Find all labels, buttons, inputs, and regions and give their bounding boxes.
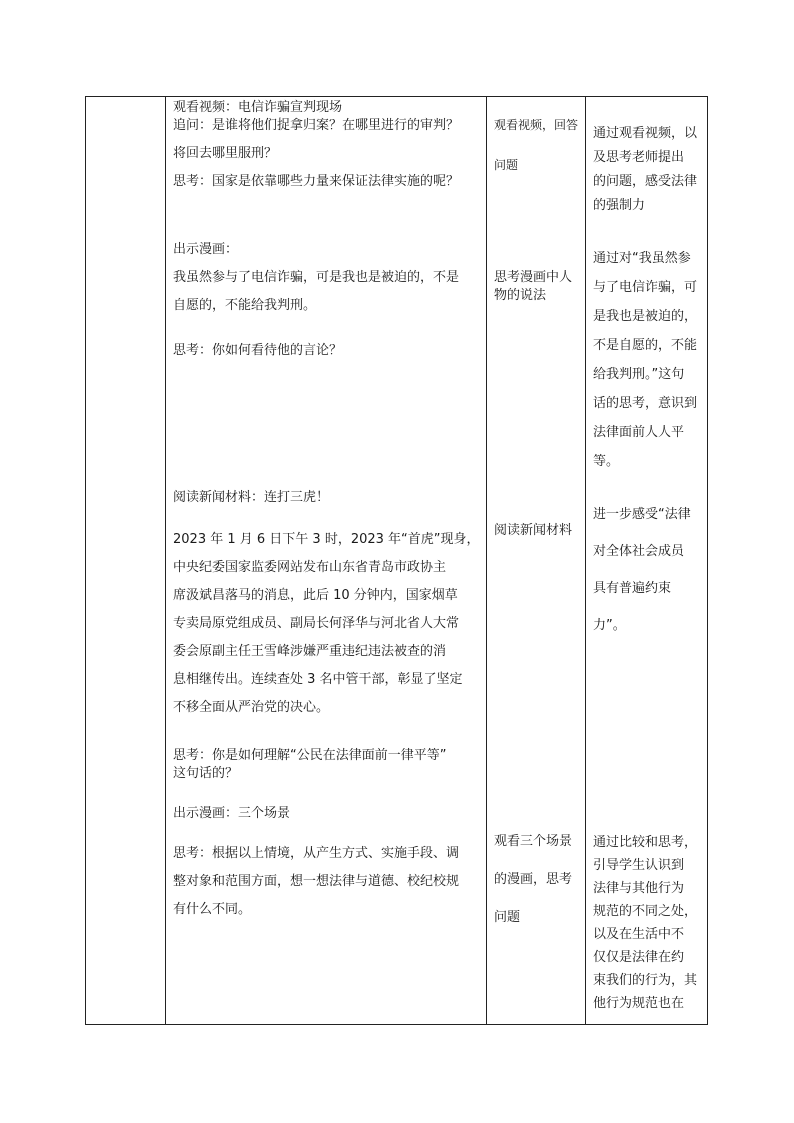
design-intent-text: 规范的不同之处， (593, 904, 698, 919)
design-intent-text: 的问题，感受法律 (593, 174, 698, 189)
student-activity-text: 思考漫画中人 (494, 270, 573, 285)
teacher-activity-text: 有什么不同。 (173, 902, 252, 917)
design-intent-text: 引导学生认识到 (593, 858, 685, 873)
design-intent-text: 法律面前人人平 (593, 425, 685, 440)
design-intent-text: 对全体社会成员 (593, 544, 685, 559)
student-activity-text: 观看三个场景 (494, 834, 573, 849)
news-text-line: 不移全面从严治党的决心。 (173, 700, 330, 715)
teacher-activity-text: 阅读新闻材料：连打三虎！ (173, 490, 330, 505)
design-intent-text: 的强制力 (593, 198, 646, 213)
design-intent-text: 通过观看视频，以 (593, 126, 698, 141)
student-activity-text: 阅读新闻材料 (494, 523, 573, 538)
teacher-activity-text: 出示漫画：三个场景 (173, 806, 291, 821)
column-divider (165, 97, 166, 1024)
teacher-activity-text: 思考：根据以上情境，从产生方式、实施手段、调 (173, 846, 460, 861)
column-divider (585, 97, 586, 1024)
lesson-plan-table (85, 96, 708, 1025)
news-text-line: 专卖局原党组成员、副局长何泽华与河北省人大常 (173, 616, 460, 631)
design-intent-text: 具有普遍约束 (593, 581, 672, 596)
design-intent-text: 通过比较和思考， (593, 835, 698, 850)
student-activity-text: 观看视频，回答 (494, 118, 579, 132)
design-intent-text: 法律与其他行为 (593, 881, 685, 896)
teacher-activity-text: 出示漫画： (173, 242, 239, 257)
column-divider (486, 97, 487, 1024)
design-intent-text: 是我也是被迫的， (593, 309, 698, 324)
teacher-activity-text: 这句话的？ (173, 766, 239, 781)
student-activity-text: 问题 (494, 158, 519, 172)
design-intent-text: 与了电信诈骗，可 (593, 280, 698, 295)
teacher-activity-text: 将回去哪里服刑？ (173, 146, 278, 161)
design-intent-text: 给我判刑。”这句 (593, 367, 685, 382)
teacher-activity-text: 观看视频：电信诈骗宣判现场 (173, 100, 343, 115)
teacher-activity-text: 思考：你是如何理解“公民在法律面前一律平等” (173, 748, 447, 763)
design-intent-text: 不是自愿的，不能 (593, 338, 698, 353)
design-intent-text: 仅仅是法律在约 (593, 950, 685, 965)
news-text-line: 息相继传出。连续查处 3 名中管干部，彰显了坚定 (173, 672, 463, 687)
teacher-activity-text: 追问：是谁将他们捉拿归案？在哪里进行的审判？ (173, 118, 460, 133)
design-intent-text: 他行为规范也在 (593, 996, 685, 1011)
design-intent-text: 力”。 (593, 618, 626, 633)
student-activity-text: 物的说法 (494, 288, 547, 303)
design-intent-text: 进一步感受“法律 (593, 507, 691, 522)
news-text-line: 委会原副主任王雪峰涉嫌严重违纪违法被查的消 (173, 644, 447, 659)
student-activity-text: 问题 (494, 910, 521, 925)
news-text-line: 中央纪委国家监委网站发布山东省青岛市政协主 (173, 560, 447, 575)
design-intent-text: 话的思考，意识到 (593, 396, 698, 411)
design-intent-text: 通过对“我虽然参 (593, 251, 691, 266)
design-intent-text: 等。 (593, 454, 620, 469)
teacher-activity-text: 思考：国家是依靠哪些力量来保证法律实施的呢？ (173, 174, 460, 189)
teacher-activity-text: 自愿的，不能给我判刑。 (173, 298, 317, 313)
student-activity-text: 的漫画，思考 (494, 872, 573, 887)
design-intent-text: 及思考老师提出 (593, 150, 685, 165)
design-intent-text: 束我们的行为，其 (593, 973, 698, 988)
design-intent-text: 以及在生活中不 (593, 927, 685, 942)
news-text-line: 2023 年 1 月 6 日下午 3 时，2023 年“首虎”现身， (173, 532, 480, 547)
teacher-activity-text: 整对象和范围方面，想一想法律与道德、校纪校规 (173, 874, 460, 889)
teacher-activity-text: 我虽然参与了电信诈骗，可是我也是被迫的，不是 (173, 270, 460, 285)
teacher-activity-text: 思考：你如何看待他的言论？ (173, 343, 343, 358)
news-text-line: 席汲斌昌落马的消息，此后 10 分钟内，国家烟草 (173, 588, 458, 603)
